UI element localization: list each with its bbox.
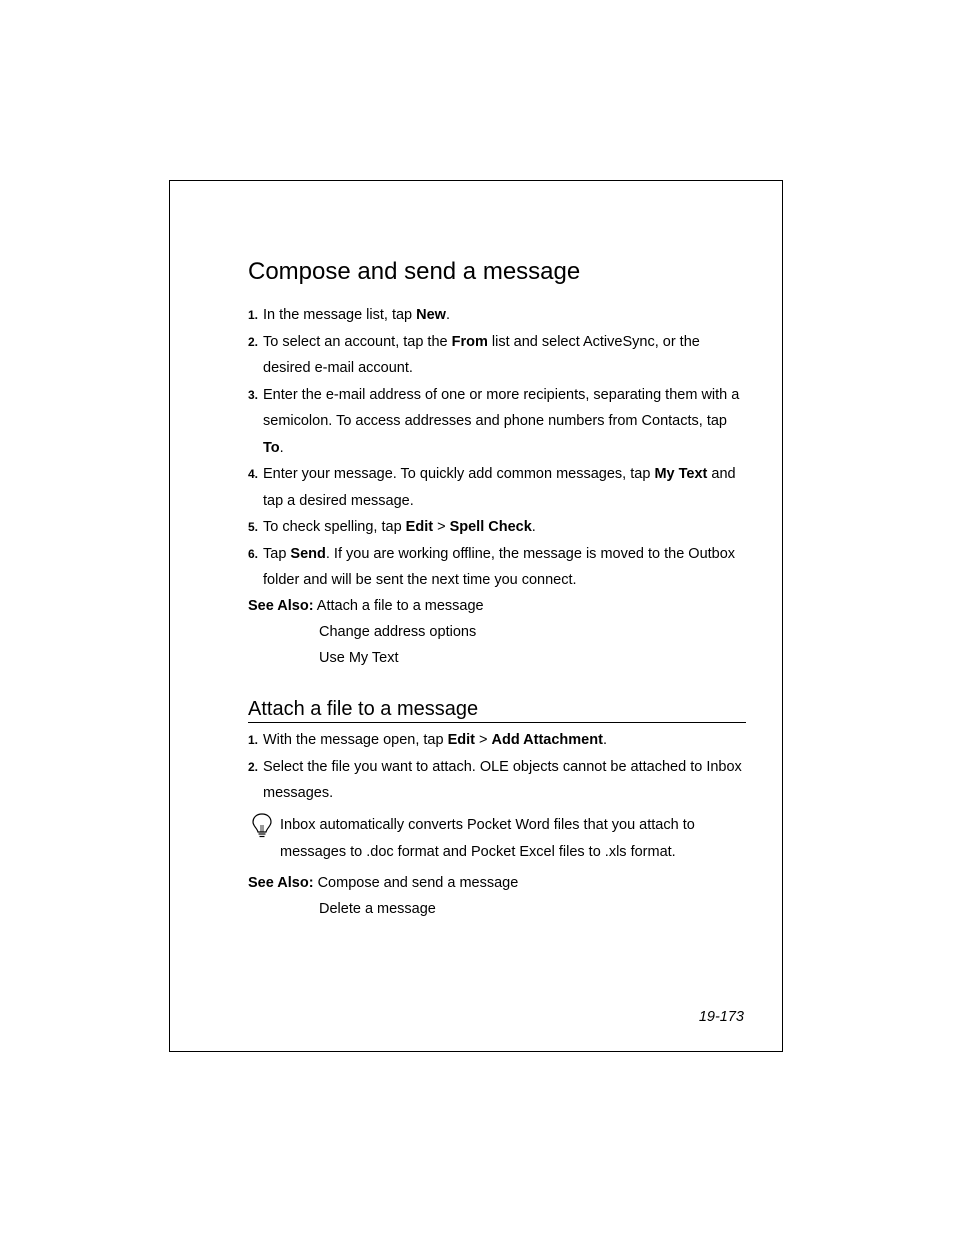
attach-steps-list [248, 727, 746, 807]
see-also-link[interactable]: Attach a file to a message [316, 598, 484, 614]
see-also-label: See Also: [248, 875, 314, 891]
list-item: 2. Select the file you want to attach. OLE objects cannot be attached to Inbox messages. [248, 758, 742, 801]
see-also-link[interactable]: Delete a message [319, 901, 436, 917]
see-also-link[interactable]: Change address options [319, 624, 477, 640]
list-item: 3. Enter the e-mail address of one or more recipients, separating them with a semicolon. To access addresses and phone numbers from Contacts, tap To. [248, 386, 740, 456]
section-title-compose: Compose and send a message [248, 258, 581, 285]
see-also-compose [248, 593, 484, 671]
page-number: 19-173 [698, 1009, 744, 1025]
section-title-attach: Attach a file to a message [248, 698, 746, 723]
list-item: 1. In the message list, tap New. [248, 307, 450, 323]
see-also-link[interactable]: Use My Text [319, 650, 399, 666]
list-item: 2. To select an account, tap the From list and select ActiveSync, or the desired e-mail account. [248, 333, 700, 376]
tip-text: Inbox automatically converts Pocket Word files that you attach to messages to .doc format and Pocket Excel files to .xls format. [280, 817, 695, 860]
lightbulb-icon [250, 812, 274, 840]
see-also-label: See Also: [248, 598, 314, 614]
compose-steps-list [248, 302, 746, 594]
list-item: 4. Enter your message. To quickly add common messages, tap My Text and tap a desired message. [248, 466, 736, 509]
list-item: 5. To check spelling, tap Edit > Spell Check. [248, 519, 536, 535]
see-also-link[interactable]: Compose and send a message [317, 875, 519, 891]
see-also-attach [248, 870, 518, 922]
list-item: 6. Tap Send. If you are working offline, the message is moved to the Outbox folder and will be sent the next time you connect. [248, 545, 736, 588]
list-item: 1. With the message open, tap Edit > Add Attachment. [248, 732, 607, 748]
tip-note [248, 812, 746, 866]
